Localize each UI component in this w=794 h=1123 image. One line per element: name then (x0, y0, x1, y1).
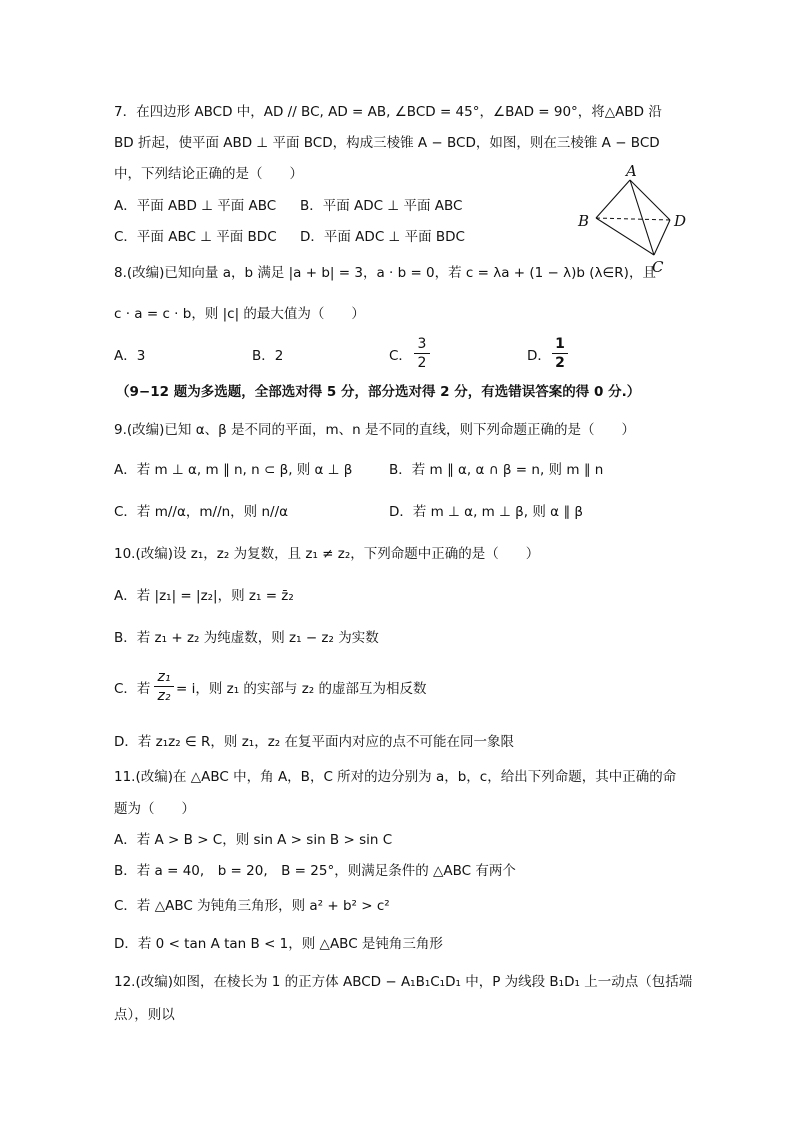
q10-option-c-label: C．若 (114, 681, 151, 697)
edge-bc (596, 218, 654, 255)
q8-option-d-numerator: 1 (555, 336, 565, 352)
tetrahedron-figure (570, 160, 700, 280)
edge-cd (654, 220, 670, 255)
q8-option-c-denominator: 2 (417, 355, 427, 371)
q11-option-b: B．若 a = 40, b = 20, B = 25°，则满足条件的 △ABC 有两个 (114, 863, 516, 879)
q8-option-c-label: C． (389, 348, 412, 364)
q7-stem-line-3: 中，下列结论正确的是（ ） (114, 166, 303, 182)
q7-option-b: B．平面 ADC ⊥ 平面 ABC (300, 198, 463, 214)
q9-option-c: C．若 m//α，m//n，则 n//α (114, 504, 289, 520)
q11-option-a: A．若 A > B > C，则 sin A > sin B > sin C (114, 832, 393, 848)
q11-option-c: C．若 △ABC 为钝角三角形，则 a² + b² > c² (114, 898, 390, 914)
q10-option-c-numerator: z₁ (157, 669, 171, 685)
q9-option-a: A．若 m ⊥ α, m ∥ n, n ⊂ β, 则 α ⊥ β (114, 462, 353, 478)
vertex-label-c: C (652, 258, 664, 276)
q9-option-b: B．若 m ∥ α, α ∩ β = n, 则 m ∥ n (389, 462, 604, 478)
q7-stem-line-1: 7．在四边形 ABCD 中，AD // BC, AD = AB, ∠BCD = 45°，∠BAD = 90°，将△ABD 沿 (114, 104, 662, 120)
vertex-label-a: A (626, 162, 637, 180)
q10-option-c-denominator: z₂ (157, 688, 171, 704)
q8-stem-line-1: 8.(改编)已知向量 a，b 满足 |a + b| = 3，a · b = 0，若 c = λa + (1 − λ)b (λ∈R)，且 (114, 265, 656, 281)
multi-choice-section-note: （9−12 题为多选题，全部选对得 5 分，部分选对得 2 分，有选错误答案的得 0 分.） (116, 384, 641, 400)
q12-stem-line-2: 点），则以 (114, 1007, 175, 1023)
q11-option-d: D．若 0 < tan A tan B < 1，则 △ABC 是钝角三角形 (114, 936, 443, 952)
q10-option-c-fraction (154, 669, 174, 704)
edge-ab (596, 180, 630, 218)
vertex-label-b: B (578, 212, 590, 230)
q11-stem-line-2: 题为（ ） (114, 801, 195, 817)
q8-option-c-numerator: 3 (417, 336, 427, 352)
q7-option-a: A．平面 ABD ⊥ 平面 ABC (114, 198, 277, 214)
q9-stem: 9.(改编)已知 α、β 是不同的平面，m、n 是不同的直线，则下列命题正确的是（ ） (114, 422, 636, 438)
q8-option-b: B．2 (252, 348, 284, 364)
edge-bd-hidden (596, 218, 670, 220)
q8-option-d-label: D． (527, 348, 551, 364)
q10-stem: 10.(改编)设 z₁，z₂ 为复数，且 z₁ ≠ z₂，下列命题中正确的是（ ） (114, 546, 540, 562)
q12-stem-line-1: 12.(改编)如图，在棱长为 1 的正方体 ABCD − A₁B₁C₁D₁ 中，P 为线段 B₁D₁ 上一动点（包括端 (114, 974, 693, 990)
q9-option-d: D．若 m ⊥ α, m ⊥ β, 则 α ∥ β (389, 504, 583, 520)
q8-stem-line-2: c · a = c · b，则 |c| 的最大值为（ ） (114, 306, 365, 322)
q8-option-c-fraction (414, 336, 430, 371)
q7-option-c: C．平面 ABC ⊥ 平面 BDC (114, 229, 277, 245)
vertex-label-d: D (674, 212, 687, 230)
q11-stem-line-1: 11.(改编)在 △ABC 中，角 A，B，C 所对的边分别为 a，b，c，给出下列命题，其中正确的命 (114, 769, 677, 785)
q10-option-b: B．若 z₁ + z₂ 为纯虚数，则 z₁ − z₂ 为实数 (114, 630, 379, 646)
q7-option-d: D．平面 ADC ⊥ 平面 BDC (300, 229, 465, 245)
q10-option-d: D．若 z₁z₂ ∈ R，则 z₁，z₂ 在复平面内对应的点不可能在同一象限 (114, 734, 514, 750)
q10-option-a: A．若 |z₁| = |z₂|，则 z₁ = z̄₂ (114, 588, 294, 604)
q7-stem-line-2: BD 折起，使平面 ABD ⊥ 平面 BCD，构成三棱锥 A − BCD，如图，则在三棱锥 A − BCD (114, 135, 660, 151)
q8-option-d-fraction (552, 336, 568, 371)
q10-option-c-rest: = i，则 z₁ 的实部与 z₂ 的虚部互为相反数 (176, 681, 427, 697)
q8-option-d-denominator: 2 (555, 355, 565, 371)
q8-option-a: A．3 (114, 348, 146, 364)
